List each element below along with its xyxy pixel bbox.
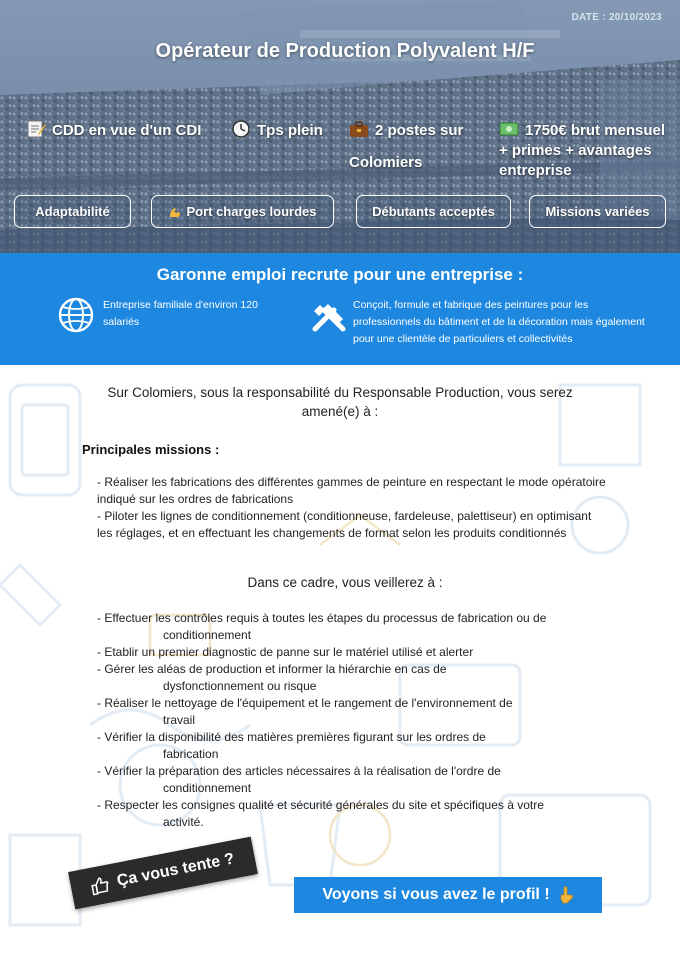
working-time bbox=[231, 120, 341, 141]
tag-heavy-loads bbox=[151, 195, 334, 228]
clock-icon bbox=[231, 120, 251, 138]
hero-banner bbox=[0, 0, 680, 253]
check-profile-button[interactable] bbox=[294, 877, 602, 913]
positions-location bbox=[349, 115, 489, 179]
company-size bbox=[58, 297, 258, 333]
tools-icon bbox=[310, 299, 348, 337]
tempted-text: Ça vous tente ? bbox=[115, 850, 236, 890]
tag-label: Missions variées bbox=[545, 204, 650, 219]
responsibility-item bbox=[97, 695, 607, 729]
fact-text: 1750€ brut mensuel + primes + avantages entreprise bbox=[499, 122, 666, 179]
responsibility-line: - Vérifier la disponibilité des matières premières figurant sur les ordres de bbox=[97, 730, 486, 744]
publication-date: DATE : 20/10/2023 bbox=[571, 12, 662, 23]
responsibility-item bbox=[97, 644, 607, 661]
responsibility-line: - Respecter les consignes qualité et sécurité générales du site et spécifiques à votre bbox=[97, 798, 544, 812]
responsibility-item bbox=[97, 797, 607, 831]
check-profile-label: Voyons si vous avez le profil ! bbox=[322, 886, 550, 903]
tag-label: Débutants acceptés bbox=[372, 204, 495, 219]
pointing-down-icon bbox=[558, 886, 574, 904]
company-size-text: Entreprise familiale d'environ 120 salariés bbox=[103, 299, 258, 328]
responsibility-line: - Vérifier la préparation des articles nécessaires à la réalisation de l'ordre de bbox=[97, 764, 501, 778]
globe-icon bbox=[58, 297, 94, 333]
fact-text: 2 postes sur Colomiers bbox=[349, 122, 464, 171]
responsibilities-heading: Dans ce cadre, vous veillerez à : bbox=[247, 575, 443, 590]
responsibility-item bbox=[97, 661, 607, 695]
tag-label: Adaptabilité bbox=[35, 204, 110, 219]
tag-beginners-accepted bbox=[356, 195, 511, 228]
company-band bbox=[0, 253, 680, 365]
responsibility-continuation: travail bbox=[163, 713, 196, 727]
company-activity-text: Conçoit, formule et fabrique des peintures pour les professionnels du bâtiment et de la décoration mais également pour une clientèle de particuliers et collectivités bbox=[353, 299, 645, 345]
banknote-icon bbox=[499, 120, 519, 138]
tag-adaptability bbox=[14, 195, 131, 228]
fact-text: CDD en vue d'un CDI bbox=[52, 122, 202, 139]
fact-text: Tps plein bbox=[257, 122, 323, 139]
responsibility-continuation: activité. bbox=[163, 815, 204, 829]
tag-label: Port charges lourdes bbox=[186, 204, 317, 219]
responsibility-item bbox=[97, 729, 607, 763]
mission-item: - Piloter les lignes de conditionnement (conditionneuse, fardeleuse, palettiseur) en optimisant les réglages, et en effectuant les changements de format selon les produits conditionnés bbox=[97, 509, 592, 540]
briefcase-icon bbox=[349, 120, 369, 138]
responsibility-item bbox=[97, 610, 607, 644]
job-title: Opérateur de Production Polyvalent H/F bbox=[155, 40, 535, 62]
company-activity bbox=[310, 297, 660, 348]
mission-item: - Réaliser les fabrications des différentes gammes de peinture en respectant le mode opératoire indiqué sur les ordres de fabrications bbox=[97, 475, 606, 506]
responsibility-item bbox=[97, 763, 607, 797]
salary bbox=[499, 120, 669, 181]
thumbs-up-icon bbox=[90, 875, 111, 896]
company-heading: Garonne emploi recrute pour une entreprise : bbox=[156, 265, 524, 284]
intro-text: Sur Colomiers, sous la responsabilité du Responsable Production, vous serez amené(e) à : bbox=[107, 385, 573, 419]
memo-icon bbox=[26, 120, 46, 138]
contract-type bbox=[26, 120, 226, 141]
responsibility-continuation: conditionnement bbox=[163, 781, 252, 795]
responsibility-line: - Etablir un premier diagnostic de panne sur le matériel utilisé et alerter bbox=[97, 645, 474, 659]
responsibility-line: - Effectuer les contrôles requis à toutes les étapes du processus de fabrication ou de bbox=[97, 611, 547, 625]
missions-heading: Principales missions : bbox=[82, 442, 220, 457]
missions-list bbox=[97, 474, 607, 542]
responsibility-line: - Gérer les aléas de production et informer la hiérarchie en cas de bbox=[97, 662, 447, 676]
responsibility-continuation: conditionnement bbox=[163, 628, 252, 642]
flexed-biceps-icon bbox=[168, 205, 182, 219]
tag-varied-missions bbox=[529, 195, 666, 228]
responsibility-continuation: dysfonctionnement ou risque bbox=[163, 679, 317, 693]
offer-body bbox=[0, 365, 680, 958]
responsibility-line: - Réaliser le nettoyage de l'équipement et le rangement de l'environnement de bbox=[97, 696, 513, 710]
responsibility-continuation: fabrication bbox=[163, 747, 219, 761]
responsibilities-list bbox=[97, 610, 607, 831]
